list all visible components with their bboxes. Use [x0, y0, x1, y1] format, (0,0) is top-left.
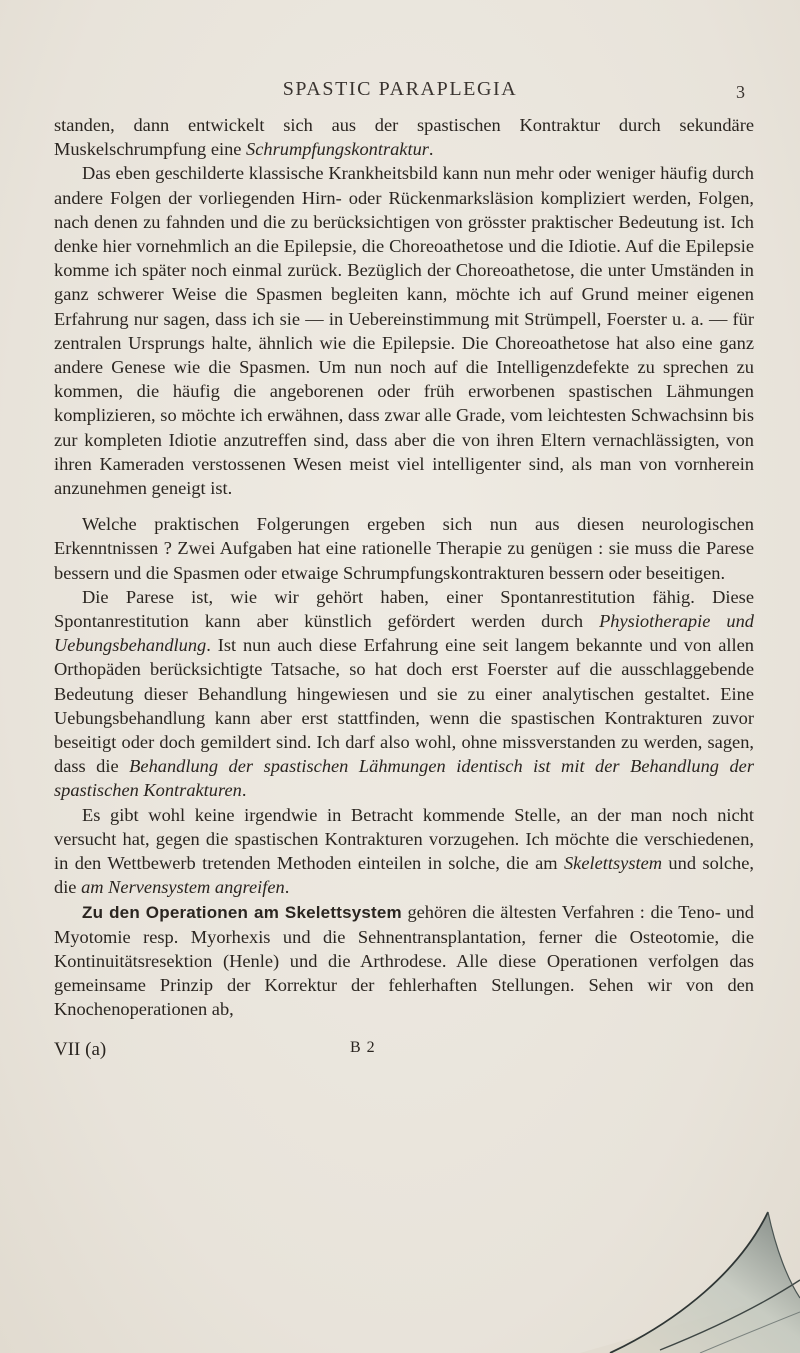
paragraph-5-emphasis-1: Skelettsystem	[563, 853, 663, 874]
paragraph-1-end: .	[428, 139, 434, 160]
page-number: 3	[736, 82, 745, 102]
paragraph-4	[54, 585, 754, 803]
paragraph-4-text-a: Die Parese ist, wie wir gehört haben, einer Spontanrestitution fähig. Diese Spontanrestitution kann aber künstlich gefördert werden durch	[54, 586, 754, 632]
paragraph-5-emphasis-2: am Nervensystem angreifen	[81, 877, 285, 898]
body-text	[54, 113, 754, 1022]
paragraph-6-heading: Zu den Operationen am Skelettsystem	[82, 902, 402, 922]
paragraph-4-emphasis-1: Physiotherapie und Uebungsbehandlung	[54, 611, 754, 656]
page-corner-curl-icon	[540, 1210, 800, 1353]
paragraph-4-emphasis-2: Behandlung der spastischen Lähmungen identisch ist mit der Behandlung der spastischen Kontrakturen	[54, 756, 754, 801]
paragraph-2: Das eben geschilderte klassische Krankheitsbild kann nun mehr oder weniger häufig durch andere Folgen der vorliegenden Hirn- oder Rückenmarksläsion kompliziert werden, Folgen, nach denen zu fahnden und die zu berücksichtigen von grösster praktischer Bedeutung ist. Ich denke hier vornehmlich an die Epilepsie, die Choreoathetose und die Idiotie. Auf die Epilepsie komme ich später noch einmal zurück. Bezüglich der Choreoathetose, die unter Umständen in ganz schwerer Weise die Spasmen begleiten kann, möchte ich auf Grund meiner eigenen Erfahrung nur sagen, dass ich sie — in Uebereinstimmung mit Strümpell, Foerster u. a. — für zentralen Ursprungs halte, ähnlich wie die Epilepsie. Die Choreoathetose hat also eine ganz andere Genese wie die Spasmen. Um nun noch auf die Intelligenzdefekte zu sprechen zu kommen, die häufig die angeborenen oder früh erworbenen spastischen Lähmungen komplizieren, so möchte ich erwähnen, dass zwar alle Grade, vom leichtesten Schwachsinn bis zur kompleten Idiotie anzutreffen sind, dass aber die von ihren Eltern vernachlässigten, von ihren Kameraden verstossenen Wesen meist viel intelligenter sind, als man von vornherein anzunehmen geneigt ist.	[54, 163, 754, 499]
running-head: SPASTIC PARAPLEGIA	[282, 78, 518, 100]
paragraph-6	[54, 900, 754, 1022]
paragraph-5-text-c: und solche, die	[54, 853, 754, 898]
paragraph-1-emphasis: Schrumpfungskontraktur	[246, 139, 429, 160]
paragraph-5-end: .	[284, 877, 290, 898]
paragraph-4-end: .	[241, 780, 247, 801]
paragraph-5-text-a: Es gibt wohl keine irgendwie in Betracht kommende Stelle, an der man noch nicht versucht hat, gegen die spastischen Kontrakturen vorzugehen. Ich möchte die verschiedenen, in den Wettbewerb tretenden Methoden einteilen in solche, die am	[54, 804, 754, 874]
paragraph-3: Welche praktischen Folgerungen ergeben sich nun aus diesen neurologischen Erkenntnissen ? Zwei Aufgaben hat eine rationelle Therapie zu genügen : sie muss die Parese bessern und die Spasmen oder etwaige Schrumpfungskontrakturen bessern oder beseitigen.	[54, 514, 754, 583]
paragraph-4-text-c: . Ist nun auch diese Erfahrung eine seit langem bekannte und von allen Orthopäden berücksichtigte Tatsache, so hat doch erst Foerster auf die ausschlaggebende Bedeutung dieser Behandlung hingewiesen und sie zu einer analytischen gestaltet. Eine Uebungsbehandlung kann aber erst stattfinden, wenn die spastischen Kontrakturen zuvor beseitigt oder doch gemildert sind. Ich darf also wohl, ohne missverstanden zu werden, sagen, dass die	[54, 635, 754, 777]
signature: VII (a)	[54, 1039, 107, 1060]
paragraph-5	[54, 803, 754, 900]
signature-mark: B 2	[350, 1039, 376, 1056]
paragraph-1	[54, 113, 754, 161]
paragraph-1-text: standen, dann entwickelt sich aus der spastischen Kontraktur durch sekundäre Muskelschrumpfung eine	[54, 115, 754, 160]
paragraph-6-text: gehören die ältesten Verfahren : die Teno- und Myotomie resp. Myorhexis und die Sehnentransplantation, ferner die Osteotomie, die Kontinuitätsresektion (Henle) und die Arthrodese. Alle diese Operationen verfolgen das gemeinsame Prinzip der Korrektur der fehlerhaften Stellungen. Sehen wir von den Knochenoperationen ab,	[54, 901, 754, 1020]
